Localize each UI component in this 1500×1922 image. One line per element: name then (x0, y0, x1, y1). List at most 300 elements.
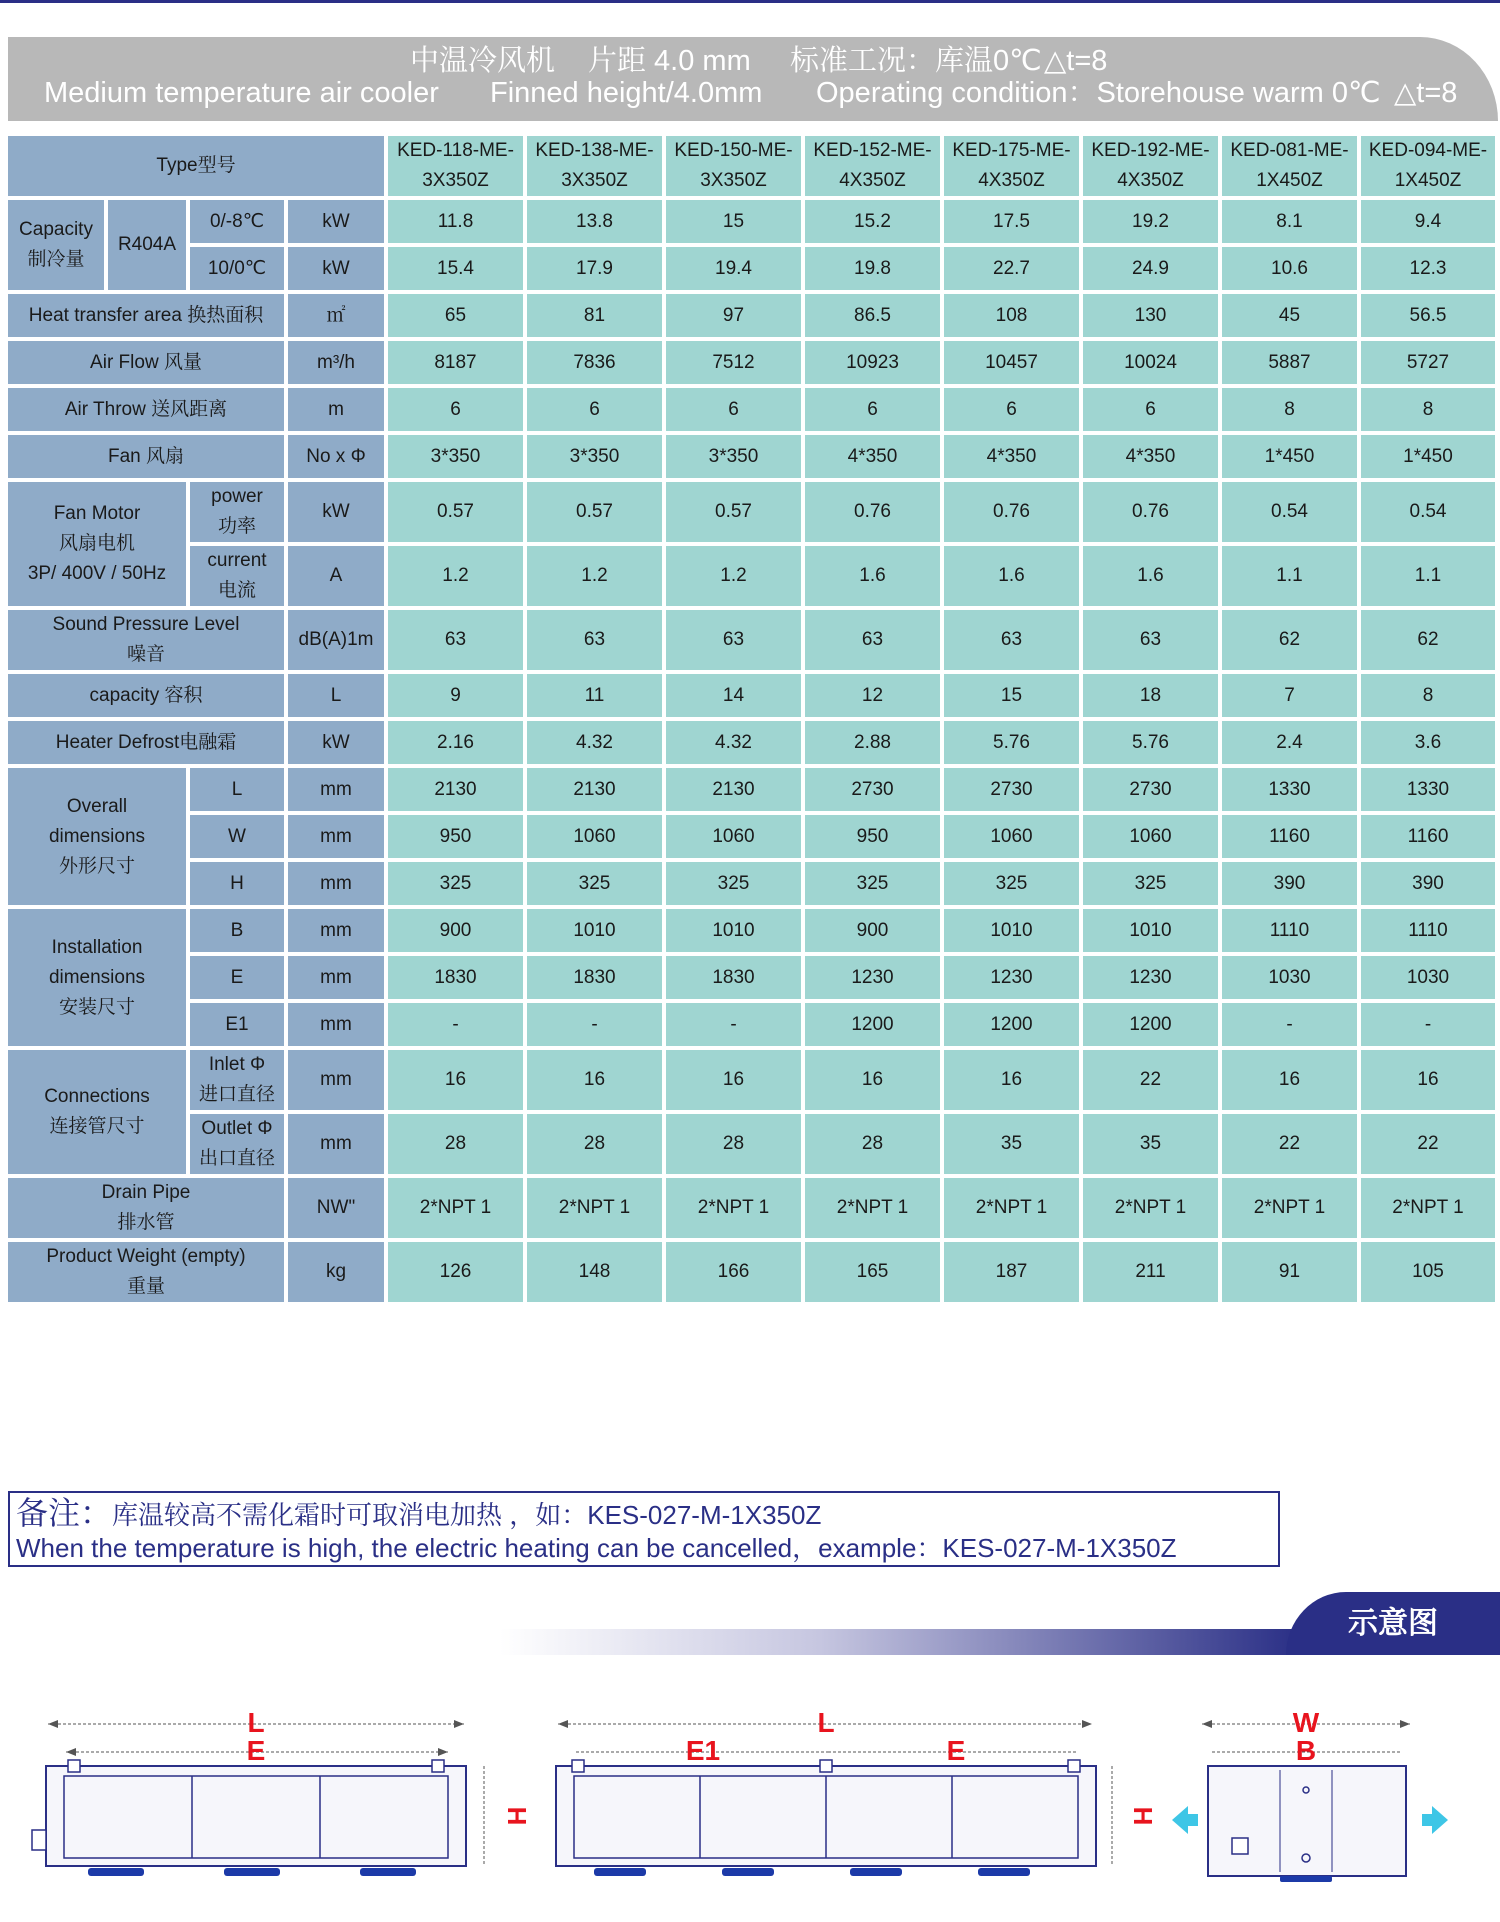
value-cell: 28 (666, 1114, 801, 1174)
model-name-cell-line: KED-118-ME- (397, 140, 514, 161)
value-cell: 2*NPT 1 (666, 1178, 801, 1238)
value-cell: 28 (527, 1114, 662, 1174)
value-cell: 0.57 (666, 482, 801, 542)
value-cell: 2730 (1083, 768, 1218, 811)
value-cell: 5727 (1361, 341, 1495, 384)
value-cell: 63 (805, 610, 940, 670)
value-cell: 1*450 (1361, 435, 1495, 478)
value-cell: 108 (944, 294, 1079, 337)
mounting-bracket (820, 1760, 832, 1772)
l-arrow-right (1082, 1720, 1092, 1728)
value-cell: 2.4 (1222, 721, 1357, 764)
connection-row (8, 1050, 1495, 1110)
value-cell: 325 (666, 862, 801, 905)
fan-guard (1280, 1876, 1332, 1882)
value-cell: 9 (388, 674, 523, 717)
value-cell: 1060 (527, 815, 662, 858)
value-cell: 5887 (1222, 341, 1357, 384)
title-en-condition: Operating condition：Storehouse warm 0℃ (816, 77, 1381, 109)
value-cell: 1330 (1222, 768, 1357, 811)
unit-label: kW (288, 247, 384, 290)
sub-parameter-label (190, 1114, 284, 1174)
value-cell: 13.8 (527, 200, 662, 243)
l-dimension-label: L (247, 1707, 265, 1738)
model-header-row (8, 136, 1495, 196)
value-cell: 2130 (666, 768, 801, 811)
value-cell: 35 (944, 1114, 1079, 1174)
value-cell: 16 (1222, 1050, 1357, 1110)
value-cell: 0.57 (527, 482, 662, 542)
remark-zh (16, 1497, 1278, 1531)
model-name-cell (388, 136, 523, 196)
sub-parameter-label (190, 546, 284, 606)
value-cell: 0.76 (944, 482, 1079, 542)
value-cell: 1330 (1361, 768, 1495, 811)
value-cell: 16 (666, 1050, 801, 1110)
value-cell: 4.32 (527, 721, 662, 764)
value-cell: 165 (805, 1242, 940, 1302)
value-cell: 45 (1222, 294, 1357, 337)
sub-parameter-label: L (190, 768, 284, 811)
value-cell: 91 (1222, 1242, 1357, 1302)
value-cell: 900 (388, 909, 523, 952)
model-name-cell (944, 136, 1079, 196)
value-cell: 2*NPT 1 (1083, 1178, 1218, 1238)
title-zh-fin: 片距 4.0 mm (588, 45, 751, 77)
parameter-label (8, 1178, 284, 1238)
value-cell: 15 (666, 200, 801, 243)
drain-pipe-row (8, 1178, 1495, 1238)
value-cell: 15 (944, 674, 1079, 717)
unit-label: mm (288, 768, 384, 811)
value-cell: 1160 (1361, 815, 1495, 858)
overall-dimension-row (8, 862, 1495, 905)
fan-guard (722, 1868, 774, 1876)
value-cell: 1060 (1083, 815, 1218, 858)
value-cell: 0.76 (805, 482, 940, 542)
b-dimension-label: B (1295, 1735, 1317, 1766)
model-name-cell-line: KED-094-ME- (1368, 140, 1488, 161)
value-cell: 325 (527, 862, 662, 905)
overall-label (8, 768, 186, 905)
value-cell: 63 (944, 610, 1079, 670)
volume-row (8, 674, 1495, 717)
l-arrow-right (454, 1720, 464, 1728)
value-cell: 1060 (944, 815, 1079, 858)
model-name-cell (666, 136, 801, 196)
front-view-4-fan-diagram (548, 1698, 1158, 1908)
fan-row (8, 435, 1495, 478)
value-cell: 1.1 (1361, 546, 1495, 606)
value-cell: - (527, 1003, 662, 1046)
l-arrow-left (558, 1720, 568, 1728)
condition-label: 10/0℃ (190, 247, 284, 290)
value-cell: 1200 (1083, 1003, 1218, 1046)
parameter-label: Air Flow 风量 (8, 341, 284, 384)
value-cell: 11.8 (388, 200, 523, 243)
parameter-label: capacity 容积 (8, 674, 284, 717)
sub-parameter-label: B (190, 909, 284, 952)
parameter-label: Fan 风扇 (8, 435, 284, 478)
value-cell: 8 (1361, 674, 1495, 717)
fan-guard (88, 1868, 144, 1876)
unit-label: mm (288, 956, 384, 999)
value-cell: 17.5 (944, 200, 1079, 243)
unit-label: m (288, 388, 384, 431)
diagram-gradient-bar (500, 1629, 1300, 1655)
value-cell: 6 (388, 388, 523, 431)
value-cell: 5.76 (1083, 721, 1218, 764)
value-cell: 63 (388, 610, 523, 670)
parameter-label: Heater Defrost电融霜 (8, 721, 284, 764)
value-cell: 16 (388, 1050, 523, 1110)
value-cell: 9.4 (1361, 200, 1495, 243)
model-name-cell-line: 4X350Z (1117, 170, 1184, 191)
model-name-cell-line: 1X450Z (1256, 170, 1323, 191)
sub-parameter-label-line: current (207, 550, 267, 571)
mounting-bracket (432, 1760, 444, 1772)
side-casing (1208, 1766, 1406, 1876)
remark-zh-text: 库温较高不需化霜时可取消电加热 ，如：KES-027-M-1X350Z (112, 1500, 822, 1530)
parameter-label: Air Throw 送风距离 (8, 388, 284, 431)
value-cell: 1830 (388, 956, 523, 999)
fan-guard (850, 1868, 902, 1876)
e-dimension-label: E (246, 1735, 266, 1766)
value-cell: 1.6 (944, 546, 1079, 606)
model-name-cell-line: 3X350Z (561, 170, 628, 191)
value-cell: 148 (527, 1242, 662, 1302)
capacity-row (8, 247, 1495, 290)
value-cell: 130 (1083, 294, 1218, 337)
unit-label: kW (288, 721, 384, 764)
value-cell: 6 (1083, 388, 1218, 431)
fan-guard (360, 1868, 416, 1876)
value-cell: 8 (1361, 388, 1495, 431)
value-cell: 1.6 (805, 546, 940, 606)
model-name-cell-line: KED-152-ME- (813, 140, 932, 161)
l-dimension-label: L (817, 1707, 835, 1738)
sub-parameter-label-line: 进口直径 (198, 1084, 275, 1105)
value-cell: 1010 (666, 909, 801, 952)
value-cell: 10923 (805, 341, 940, 384)
e-dimension-label: E (946, 1735, 966, 1766)
sub-parameter-label-line: power (211, 486, 263, 507)
value-cell: 62 (1222, 610, 1357, 670)
value-cell: 1030 (1222, 956, 1357, 999)
value-cell: 15.4 (388, 247, 523, 290)
value-cell: 1*450 (1222, 435, 1357, 478)
model-name-cell-line: KED-192-ME- (1091, 140, 1210, 161)
value-cell: - (666, 1003, 801, 1046)
value-cell: 62 (1361, 610, 1495, 670)
unit-label: mm (288, 1114, 384, 1174)
value-cell: 390 (1222, 862, 1357, 905)
value-cell: 6 (944, 388, 1079, 431)
value-cell: 950 (388, 815, 523, 858)
value-cell: 7 (1222, 674, 1357, 717)
unit-label: m³/h (288, 341, 384, 384)
value-cell: 16 (944, 1050, 1079, 1110)
parameter-label (8, 610, 284, 670)
installation-label-line: dimensions (48, 966, 146, 988)
value-cell: 56.5 (1361, 294, 1495, 337)
model-name-cell-line: 4X350Z (839, 170, 906, 191)
value-cell: 2*NPT 1 (388, 1178, 523, 1238)
value-cell: 11 (527, 674, 662, 717)
value-cell: 6 (666, 388, 801, 431)
model-name-cell (1222, 136, 1357, 196)
parameter-label-line: 重量 (126, 1276, 165, 1297)
value-cell: 4*350 (805, 435, 940, 478)
value-cell: 1.2 (527, 546, 662, 606)
h-dimension-label: H (502, 1806, 532, 1826)
value-cell: 105 (1361, 1242, 1495, 1302)
value-cell: 325 (388, 862, 523, 905)
connections-label-line: 连接管尺寸 (49, 1116, 145, 1137)
installation-label (8, 909, 186, 1046)
value-cell: 2*NPT 1 (805, 1178, 940, 1238)
connections-label-line: Connections (44, 1086, 150, 1107)
connection-row (8, 1114, 1495, 1174)
value-cell: 19.2 (1083, 200, 1218, 243)
installation-dimension-row (8, 956, 1495, 999)
value-cell: 950 (805, 815, 940, 858)
title-en-fin: Finned height/4.0mm (490, 77, 763, 109)
value-cell: 4*350 (1083, 435, 1218, 478)
value-cell: 1030 (1361, 956, 1495, 999)
value-cell: 1010 (527, 909, 662, 952)
value-cell: 1110 (1222, 909, 1357, 952)
title-zh-condition: 标准工况：库温0℃ (790, 45, 1042, 77)
remark-en: When the temperature is high, the electric heating can be cancelled，example：KES-027-M-1X350Z (16, 1533, 1177, 1563)
value-cell: 2.88 (805, 721, 940, 764)
model-name-cell-line: 4X350Z (978, 170, 1045, 191)
value-cell: 2*NPT 1 (1222, 1178, 1357, 1238)
value-cell: 28 (805, 1114, 940, 1174)
e-arrow-left (66, 1748, 76, 1756)
value-cell: 12.3 (1361, 247, 1495, 290)
value-cell: 12 (805, 674, 940, 717)
value-cell: 14 (666, 674, 801, 717)
h-dimension-label: H (1128, 1806, 1158, 1826)
fan-guard (224, 1868, 280, 1876)
value-cell: 1110 (1361, 909, 1495, 952)
fan-motor-label (8, 482, 186, 606)
model-name-cell-line: KED-150-ME- (674, 140, 793, 161)
value-cell: 4.32 (666, 721, 801, 764)
sub-parameter-label-line: 功率 (217, 516, 256, 537)
value-cell: 0.57 (388, 482, 523, 542)
air-throw-row (8, 388, 1495, 431)
unit-casing (46, 1766, 466, 1866)
value-cell: 2*NPT 1 (527, 1178, 662, 1238)
value-cell: 1010 (1083, 909, 1218, 952)
value-cell: 0.54 (1222, 482, 1357, 542)
sub-parameter-label-line: 出口直径 (198, 1148, 275, 1169)
value-cell: 35 (1083, 1114, 1218, 1174)
value-cell: 3.6 (1361, 721, 1495, 764)
sub-parameter-label (190, 482, 284, 542)
unit-label: mm (288, 815, 384, 858)
capacity-label-line: 制冷量 (27, 249, 85, 270)
model-name-cell-line: 1X450Z (1394, 170, 1462, 191)
unit-label: mm (288, 1050, 384, 1110)
unit-label: dB(A)1m (288, 610, 384, 670)
fan-motor-label-line: 3P/ 400V / 50Hz (27, 563, 167, 584)
air-outlet-right-arrow-icon (1422, 1806, 1448, 1834)
mounting-bracket (572, 1760, 584, 1772)
parameter-label-line: 噪音 (126, 644, 165, 665)
sub-parameter-label: E (190, 956, 284, 999)
installation-dimension-row (8, 909, 1495, 952)
value-cell: 22 (1083, 1050, 1218, 1110)
sub-parameter-label: E1 (190, 1003, 284, 1046)
title-zh-dt: △t=8 (1044, 45, 1108, 77)
value-cell: 8 (1222, 388, 1357, 431)
value-cell: 211 (1083, 1242, 1218, 1302)
value-cell: 126 (388, 1242, 523, 1302)
unit-label: mm (288, 909, 384, 952)
value-cell: 7512 (666, 341, 801, 384)
value-cell: 86.5 (805, 294, 940, 337)
unit-label: No x Φ (288, 435, 384, 478)
value-cell: 16 (805, 1050, 940, 1110)
model-name-cell-line: KED-138-ME- (535, 140, 654, 161)
unit-label: A (288, 546, 384, 606)
parameter-label (8, 1242, 284, 1302)
value-cell: 5.76 (944, 721, 1079, 764)
sub-parameter-label-line: Inlet Φ (208, 1054, 266, 1075)
value-cell: 390 (1361, 862, 1495, 905)
unit-label: ㎡ (288, 294, 384, 337)
value-cell: 19.8 (805, 247, 940, 290)
value-cell: 6 (805, 388, 940, 431)
value-cell: 2*NPT 1 (1361, 1178, 1495, 1238)
model-name-cell-line: KED-081-ME- (1230, 140, 1349, 161)
value-cell: 0.54 (1361, 482, 1495, 542)
capacity-row (8, 200, 1495, 243)
sub-parameter-label: H (190, 862, 284, 905)
value-cell: 97 (666, 294, 801, 337)
product-weight-row (8, 1242, 1495, 1302)
title-en-product: Medium temperature air cooler (44, 77, 439, 109)
title-en-dt: △t=8 (1394, 77, 1458, 109)
value-cell: 1830 (527, 956, 662, 999)
value-cell: 6 (527, 388, 662, 431)
value-cell: 900 (805, 909, 940, 952)
model-name-cell (1083, 136, 1218, 196)
value-cell: 2130 (388, 768, 523, 811)
w-arrow-left (1202, 1720, 1212, 1728)
fan-motor-label-line: Fan Motor (53, 503, 141, 524)
value-cell: 63 (1083, 610, 1218, 670)
value-cell: 3*350 (666, 435, 801, 478)
unit-label: mm (288, 1003, 384, 1046)
unit-label: L (288, 674, 384, 717)
parameter-label: Heat transfer area 换热面积 (8, 294, 284, 337)
value-cell: 1200 (944, 1003, 1079, 1046)
value-cell: 325 (1083, 862, 1218, 905)
parameter-label-line: Sound Pressure Level (52, 614, 240, 635)
capacity-label-line: Capacity (19, 219, 93, 240)
value-cell: 1230 (944, 956, 1079, 999)
value-cell: 10.6 (1222, 247, 1357, 290)
value-cell: 2*NPT 1 (944, 1178, 1079, 1238)
value-cell: 24.9 (1083, 247, 1218, 290)
sub-parameter-label: W (190, 815, 284, 858)
value-cell: - (1222, 1003, 1357, 1046)
value-cell: 18 (1083, 674, 1218, 717)
value-cell: 1230 (805, 956, 940, 999)
connections-label (8, 1050, 186, 1174)
remark-box (8, 1491, 1280, 1567)
mounting-bracket (68, 1760, 80, 1772)
sound-pressure-row (8, 610, 1495, 670)
air-flow-row (8, 341, 1495, 384)
value-cell: 22 (1222, 1114, 1357, 1174)
sub-parameter-label (190, 1050, 284, 1110)
pipe-stub (32, 1830, 46, 1850)
fan-guard (978, 1868, 1030, 1876)
sub-parameter-label-line: 电流 (217, 580, 256, 601)
installation-dimension-row (8, 1003, 1495, 1046)
value-cell: 10457 (944, 341, 1079, 384)
model-name-cell-line: KED-175-ME- (952, 140, 1071, 161)
value-cell: 2.16 (388, 721, 523, 764)
value-cell: 28 (388, 1114, 523, 1174)
installation-label-line: Installation (51, 936, 143, 958)
fan-motor-label-line: 风扇电机 (58, 533, 135, 554)
overall-label-line: Overall (66, 795, 128, 817)
value-cell: 2730 (805, 768, 940, 811)
value-cell: 187 (944, 1242, 1079, 1302)
capacity-label (8, 200, 104, 290)
value-cell: 4*350 (944, 435, 1079, 478)
value-cell: 1.6 (1083, 546, 1218, 606)
value-cell: 81 (527, 294, 662, 337)
title-banner (8, 37, 1498, 121)
value-cell: 1060 (666, 815, 801, 858)
installation-label-line: 安装尺寸 (58, 996, 135, 1018)
diagram-title: 示意图 (1286, 1592, 1500, 1655)
top-rule (0, 0, 1500, 3)
unit-label: kg (288, 1242, 384, 1302)
value-cell: 1.1 (1222, 546, 1357, 606)
overall-label-line: dimensions (48, 825, 146, 847)
model-name-cell (805, 136, 940, 196)
e1-dimension-label: E1 (685, 1735, 721, 1766)
value-cell: 325 (944, 862, 1079, 905)
w-arrow-right (1400, 1720, 1410, 1728)
junction-box (1232, 1838, 1248, 1854)
air-outlet-left-arrow-icon (1172, 1806, 1198, 1834)
value-cell: 1160 (1222, 815, 1357, 858)
fan-motor-row (8, 482, 1495, 542)
spec-table (4, 132, 1499, 1306)
parameter-label-line: 排水管 (117, 1212, 175, 1233)
value-cell: 65 (388, 294, 523, 337)
value-cell: 1230 (1083, 956, 1218, 999)
parameter-label-line: Product Weight (empty) (46, 1246, 246, 1267)
side-view-diagram (1168, 1698, 1478, 1908)
overall-label-line: 外形尺寸 (58, 855, 135, 877)
unit-label: kW (288, 482, 384, 542)
value-cell: 17.9 (527, 247, 662, 290)
model-name-cell (1361, 136, 1495, 196)
value-cell: 3*350 (388, 435, 523, 478)
value-cell: 1.2 (666, 546, 801, 606)
value-cell: - (1361, 1003, 1495, 1046)
